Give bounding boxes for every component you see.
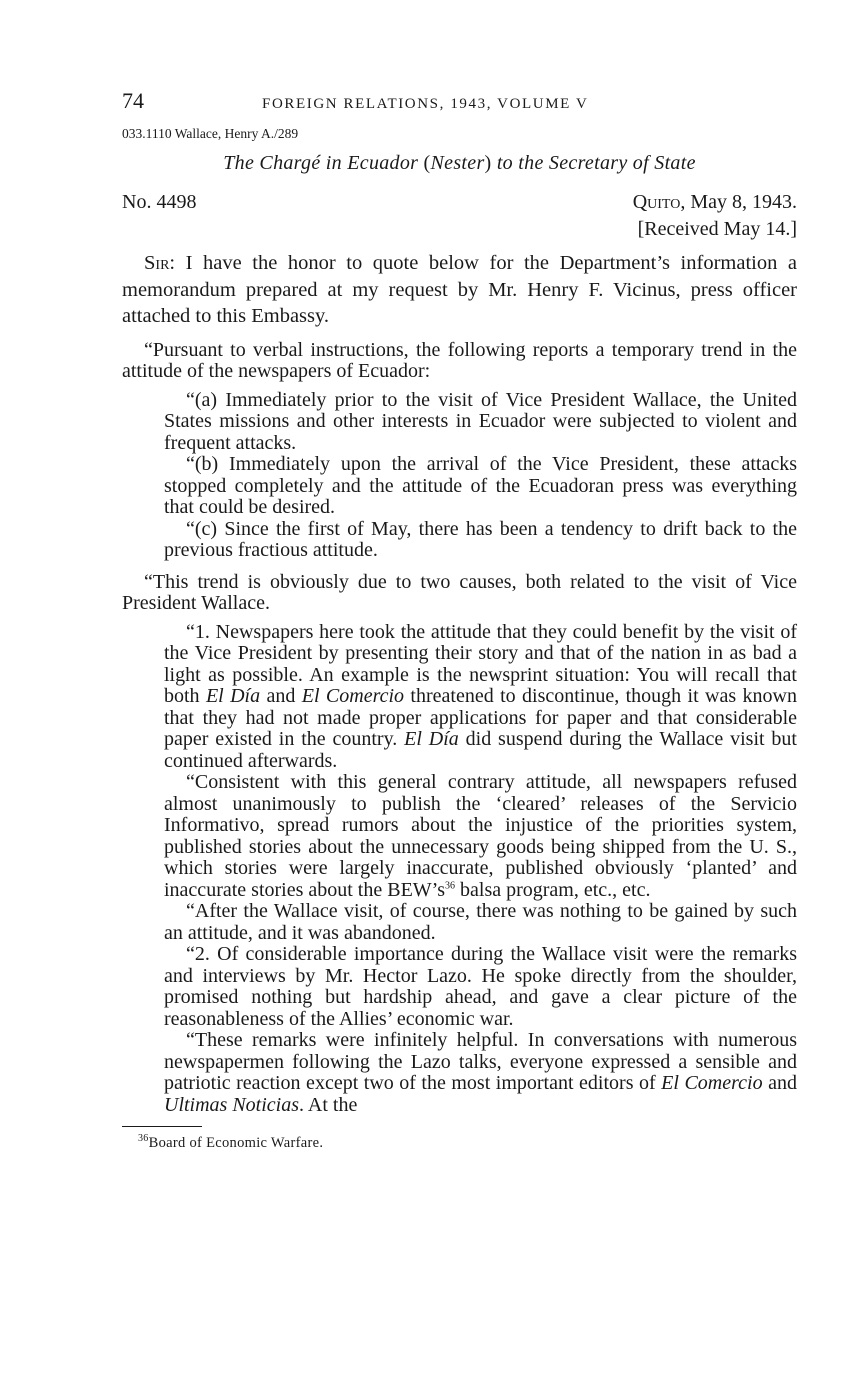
title-from: The Chargé in Ecuador [223, 152, 419, 174]
item-b-label: “(b) [186, 453, 219, 475]
item-c-label: “(c) [186, 517, 218, 540]
point-1-text-2: threatened to discontinue, though it was known that they had not made proper applications for paper and that considerable paper existed in the country. [164, 685, 797, 750]
title-close-paren: ) [484, 152, 492, 174]
point-1-and: and [260, 685, 302, 707]
consistent-paragraph [122, 772, 797, 901]
remarks-text: “These remarks were infinitely helpful. In conversations with numerous newspapermen following the Lazo talks, everyone expressed a sensible and patriotic reaction except two of the most important editors of [164, 1029, 797, 1094]
newspaper-el-dia-2: El Día [404, 728, 459, 750]
salutation: Sir [144, 252, 170, 274]
item-a [122, 390, 797, 455]
newspaper-ultimas-noticias: Ultimas Noticias [164, 1093, 300, 1116]
consistent-text-2: balsa program, etc., etc. [455, 878, 651, 901]
item-c-text: Since the first of May, there has been a tendency to drift back to the previous fractious attitude. [164, 517, 797, 561]
item-a-text: Immediately prior to the visit of Vice President Wallace, the United States missions and other interests in Ecuador were subjected to violent and frequent attacks. [164, 388, 797, 454]
point-1 [122, 622, 797, 773]
file-number: 033.1110 Wallace, Henry A./289 [122, 126, 299, 141]
remarks-text-2: . At the [299, 1093, 358, 1116]
newspaper-el-comercio: El Comercio [301, 685, 405, 707]
footnote-number: 36 [138, 1133, 149, 1145]
point-1-text: “1. Newspapers here took the attitude that they could benefit by the visit of the Vice President by presenting their story and that of the nation in as bad a light as possible. An example is the newsprint situation: You will recall that both [164, 620, 797, 707]
dispatch-number: No. 4498 [122, 191, 197, 213]
dispatch-place: Quito [632, 191, 681, 213]
title-to: to the Secretary of State [496, 152, 696, 174]
item-a-label: “(a) [186, 388, 218, 411]
document-title [122, 152, 797, 175]
remarks-paragraph [122, 1030, 797, 1116]
opening-text: : I have the honor to quote below for the Department’s information a memorandum prepared at my request by Mr. Henry F. Vicinus, press officer attached to this Embassy. [122, 252, 797, 327]
footnote-rule [122, 1126, 202, 1127]
opening-paragraph [122, 250, 797, 330]
trend-paragraph: “This trend is obviously due to two causes, both related to the visit of Vice President Wallace. [122, 570, 797, 614]
newspaper-el-comercio-2: El Comercio [661, 1072, 763, 1094]
footnote-text: Board of Economic Warfare. [148, 1135, 324, 1151]
dispatch-place-date [633, 189, 797, 216]
point-1-text-3: did suspend during the Wallace visit but continued afterwards. [164, 728, 797, 772]
title-open-paren: ( [423, 152, 431, 174]
page-number: 74 [122, 88, 144, 113]
footnote [122, 1135, 797, 1152]
dispatch-date: , May 8, 1943. [680, 191, 797, 213]
newspaper-el-dia: El Día [205, 685, 261, 707]
remarks-and: and [762, 1072, 797, 1094]
dispatch-meta [122, 189, 797, 216]
running-title: FOREIGN RELATIONS, 1943, VOLUME V [262, 96, 589, 112]
document-page [122, 88, 797, 1152]
received-date: [Received May 14.] [637, 218, 797, 240]
after-paragraph: “After the Wallace visit, of course, there was nothing to be gained by such an attitude, and it was abandoned. [164, 900, 797, 944]
consistent-text: “Consistent with this general contrary attitude, all newspapers refused almost unanimously to publish the ‘cleared’ releases of the Servicio Informativo, spread rumors about the injustice of the priorities system, published stories about the unnecessary goods being shipped from the U. S., which stories were largely inaccurate, published obviously ‘planted’ and inaccurate stories about the BEW’s [164, 771, 797, 901]
point-2: “2. Of considerable importance during the Wallace visit were the remarks and interviews by Mr. Hector Lazo. He spoke directly from the shoulder, promised nothing but hardship ahead, and gave a clear picture of the reasonableness of the Allies’ economic war. [164, 943, 797, 1030]
quote-intro: “Pursuant to verbal instructions, the following reports a temporary trend in the attitude of the newspapers of Ecuador: [122, 338, 797, 382]
running-head [122, 88, 797, 118]
item-b [122, 454, 797, 519]
footnote-ref: 36 [445, 879, 456, 891]
item-b-text: Immediately upon the arrival of the Vice President, these attacks stopped completely and the attitude of the Ecuadoran press was everything that could be desired. [164, 453, 797, 518]
title-name: Nester [430, 152, 485, 174]
item-c [122, 519, 797, 562]
